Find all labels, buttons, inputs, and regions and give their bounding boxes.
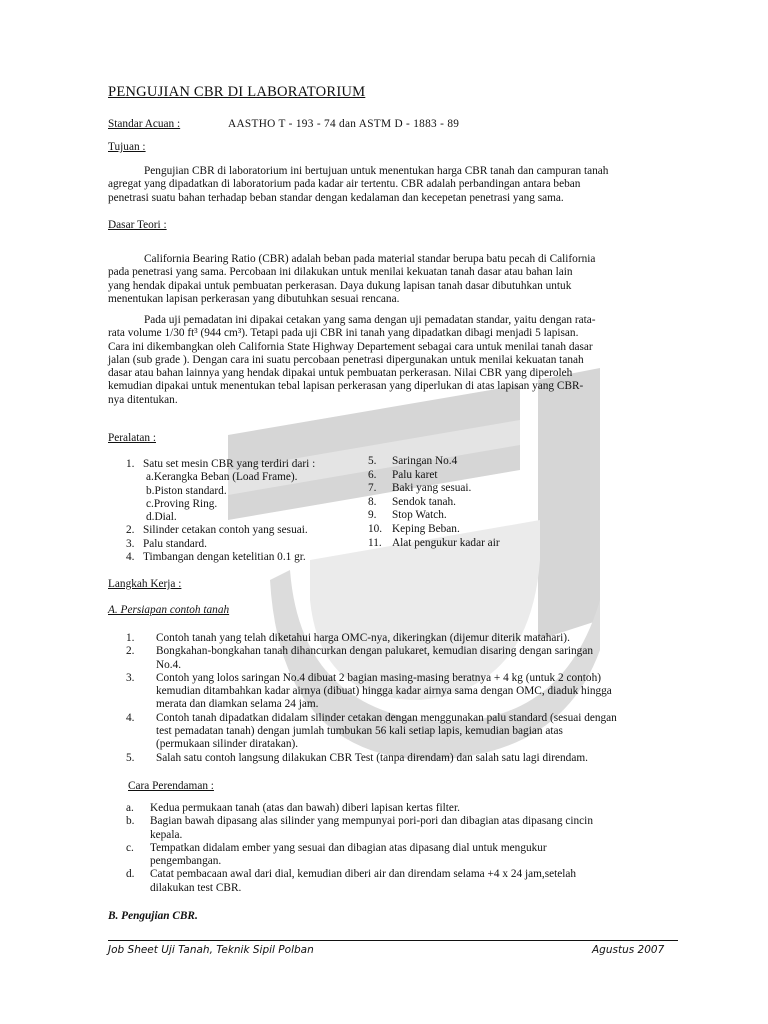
list-item: Satu set mesin CBR yang terdiri dari : xyxy=(143,458,316,470)
text-line: kemudian ditambahkan kadar airnya (dibuat) hingga kadar airnya sama dengan OMC, diaduk hingga xyxy=(156,685,612,698)
text-line: Contoh tanah dipadatkan didalam silinder cetakan dengan menggunakan palu standard (sesuai dengan xyxy=(156,711,617,724)
text-line: Catat pembacaan awal dari dial, kemudian diberi air dan direndam selama +4 x 24 jam,setelah xyxy=(150,868,577,881)
langkah-subheading-a: A. Persiapan contoh tanah xyxy=(108,604,230,616)
footer-divider xyxy=(108,940,678,941)
list-number: 1. xyxy=(126,458,135,470)
list-number: 11. xyxy=(368,536,382,549)
list-item: b.Piston standard. xyxy=(146,484,227,497)
step-number: 1. xyxy=(126,632,135,644)
text-line: Bagian bawah dipasang alas silinder yang mempunyai pori-pori dan dibagian atas dipasang cincin xyxy=(150,815,593,828)
text-line: jalan (sub grade ). Dengan cara ini suatu percobaan penetrasi dipergunakan untuk menilai kekuatan tanah xyxy=(108,353,584,366)
langkah-steps xyxy=(126,632,678,765)
list-number: 4. xyxy=(126,551,135,564)
list-item: a.Kerangka Beban (Load Frame). xyxy=(146,471,298,484)
list-item: Baki yang sesuai. xyxy=(392,482,472,495)
step-letter: d. xyxy=(126,868,135,881)
list-item: Saringan No.4 xyxy=(392,455,458,467)
text-line: pada penetrasi yang sama. Percobaan ini dilakukan untuk menilai kekuatan tanah dasar atau bahan lain xyxy=(108,266,573,279)
footer-right: Agustus 2007 xyxy=(592,944,665,956)
cara-heading: Cara Perendaman : xyxy=(128,780,214,792)
text-line: California Bearing Ratio (CBR) adalah beban pada material standar berupa batu pecah di California xyxy=(144,253,596,265)
standard-value: AASTHO T - 193 - 74 dan ASTM D - 1883 - 89 xyxy=(228,118,460,130)
list-item: Stop Watch. xyxy=(392,509,447,522)
list-item: c.Proving Ring. xyxy=(146,497,218,510)
text-line: Bongkahan-bongkahan tanah dihancurkan dengan palukaret, kemudian disaring dengan saringan xyxy=(156,645,593,658)
text-line: test pemadatan tanah) dengan jumlah tumbukan 56 kali setiap lapis, kemudian bagian atas xyxy=(156,725,563,738)
list-item: Sendok tanah. xyxy=(392,495,457,508)
peralatan-list-right xyxy=(368,455,568,550)
step-number: 5. xyxy=(126,751,135,764)
text-line: pengembangan. xyxy=(150,855,222,868)
list-item: Palu karet xyxy=(392,468,438,481)
text-line: Pengujian CBR di laboratorium ini bertujuan untuk menentukan harga CBR tanah dan campuran tanah xyxy=(144,165,609,177)
list-number: 5. xyxy=(368,455,377,467)
text-line: No.4. xyxy=(156,658,182,671)
step-number: 3. xyxy=(126,671,135,684)
list-item: d.Dial. xyxy=(146,511,177,524)
text-line: dilakukan test CBR. xyxy=(150,881,242,894)
text-line: nya ditentukan. xyxy=(108,393,178,406)
list-number: 7. xyxy=(368,482,377,495)
list-item: Timbangan dengan ketelitian 0.1 gr. xyxy=(143,551,306,564)
langkah-subheading-b: B. Pengujian CBR. xyxy=(108,910,198,922)
dasar-paragraph-1 xyxy=(108,253,678,306)
list-number: 3. xyxy=(126,537,135,550)
step-number: 4. xyxy=(126,711,135,724)
text-line: kepala. xyxy=(150,828,183,841)
text-line: penetrasi suatu bahan terhadap beban standar dengan kedalaman dan kecepetan penetrasi yang sama. xyxy=(108,191,564,204)
dasar-paragraph-2 xyxy=(108,314,678,407)
list-item: Palu standard. xyxy=(143,537,208,550)
text-line: Salah satu contoh langsung dilakukan CBR Test (tanpa direndam) dan salah satu lagi direndam. xyxy=(156,751,588,764)
list-item: Keping Beban. xyxy=(392,522,460,535)
text-line: merata dan diamkan selama 24 jam. xyxy=(156,698,319,711)
text-line: dasar atau bahan lainnya yang hendak dipakai untuk pembuatan perkerasan. Nilai CBR yang diperoleh xyxy=(108,367,573,380)
text-line: yang hendak dipakai untuk pembuatan perkerasan. Daya dukung lapisan tanah dasar dibutuhkan untuk xyxy=(108,279,572,292)
peralatan-list-left xyxy=(126,458,376,564)
list-number: 9. xyxy=(368,509,377,522)
text-line: (permukaan silinder diratakan). xyxy=(156,738,299,751)
step-number: 2. xyxy=(126,645,135,658)
list-number: 6. xyxy=(368,468,377,481)
cara-list xyxy=(126,802,678,895)
text-line: kemudian dipakai untuk menentukan tebal lapisan perkerasan yang diperlukan di atas lapisan yang CBR- xyxy=(108,380,584,393)
dasar-heading: Dasar Teori : xyxy=(108,219,167,231)
langkah-heading: Langkah Kerja : xyxy=(108,578,182,590)
list-number: 8. xyxy=(368,495,377,508)
tujuan-paragraph xyxy=(108,165,678,205)
text-line: Kedua permukaan tanah (atas dan bawah) diberi lapisan kertas filter. xyxy=(150,802,460,814)
text-line: menentukan lapisan perkerasan yang dibutuhkan sesuai rencana. xyxy=(108,292,400,305)
step-letter: c. xyxy=(126,841,134,854)
list-number: 10. xyxy=(368,522,383,535)
list-number: 2. xyxy=(126,524,135,537)
standard-label: Standar Acuan : xyxy=(108,118,181,130)
tujuan-heading: Tujuan : xyxy=(108,141,146,153)
footer-left: Job Sheet Uji Tanah, Teknik Sipil Polban xyxy=(108,944,314,956)
text-line: Tempatkan didalam ember yang sesuai dan dibagian atas dipasang dial untuk mengukur xyxy=(150,841,547,854)
text-line: Cara ini dikembangkan oleh California State Highway Departement sebagai cara untuk menilai tanah dasar xyxy=(108,340,593,353)
peralatan-heading: Peralatan : xyxy=(108,432,156,444)
list-item: Alat pengukur kadar air xyxy=(392,536,500,549)
list-item: Silinder cetakan contoh yang sesuai. xyxy=(143,524,308,537)
text-line: Contoh yang lolos saringan No.4 dibuat 2 bagian masing-masing beratnya + 4 kg (untuk 2 contoh) xyxy=(156,671,601,684)
page-title: PENGUJIAN CBR DI LABORATORIUM xyxy=(108,84,366,100)
step-letter: a. xyxy=(126,802,134,814)
text-line: rata volume 1/30 ft³ (944 cm³). Tetapi pada uji CBR ini tanah yang dipadatkan dibagi menjadi 5 lapisan. xyxy=(108,327,579,340)
text-line: Pada uji pemadatan ini dipakai cetakan yang sama dengan uji pemadatan standar, yaitu dengan rata- xyxy=(144,314,596,326)
text-line: Contoh tanah yang telah diketahui harga OMC-nya, dikeringkan (dijemur diterik matahari). xyxy=(156,632,570,644)
step-letter: b. xyxy=(126,815,135,828)
text-line: agregat yang dipadatkan di laboratorium pada kadar air tertentu. CBR adalah perbandingan antara beban xyxy=(108,178,581,191)
